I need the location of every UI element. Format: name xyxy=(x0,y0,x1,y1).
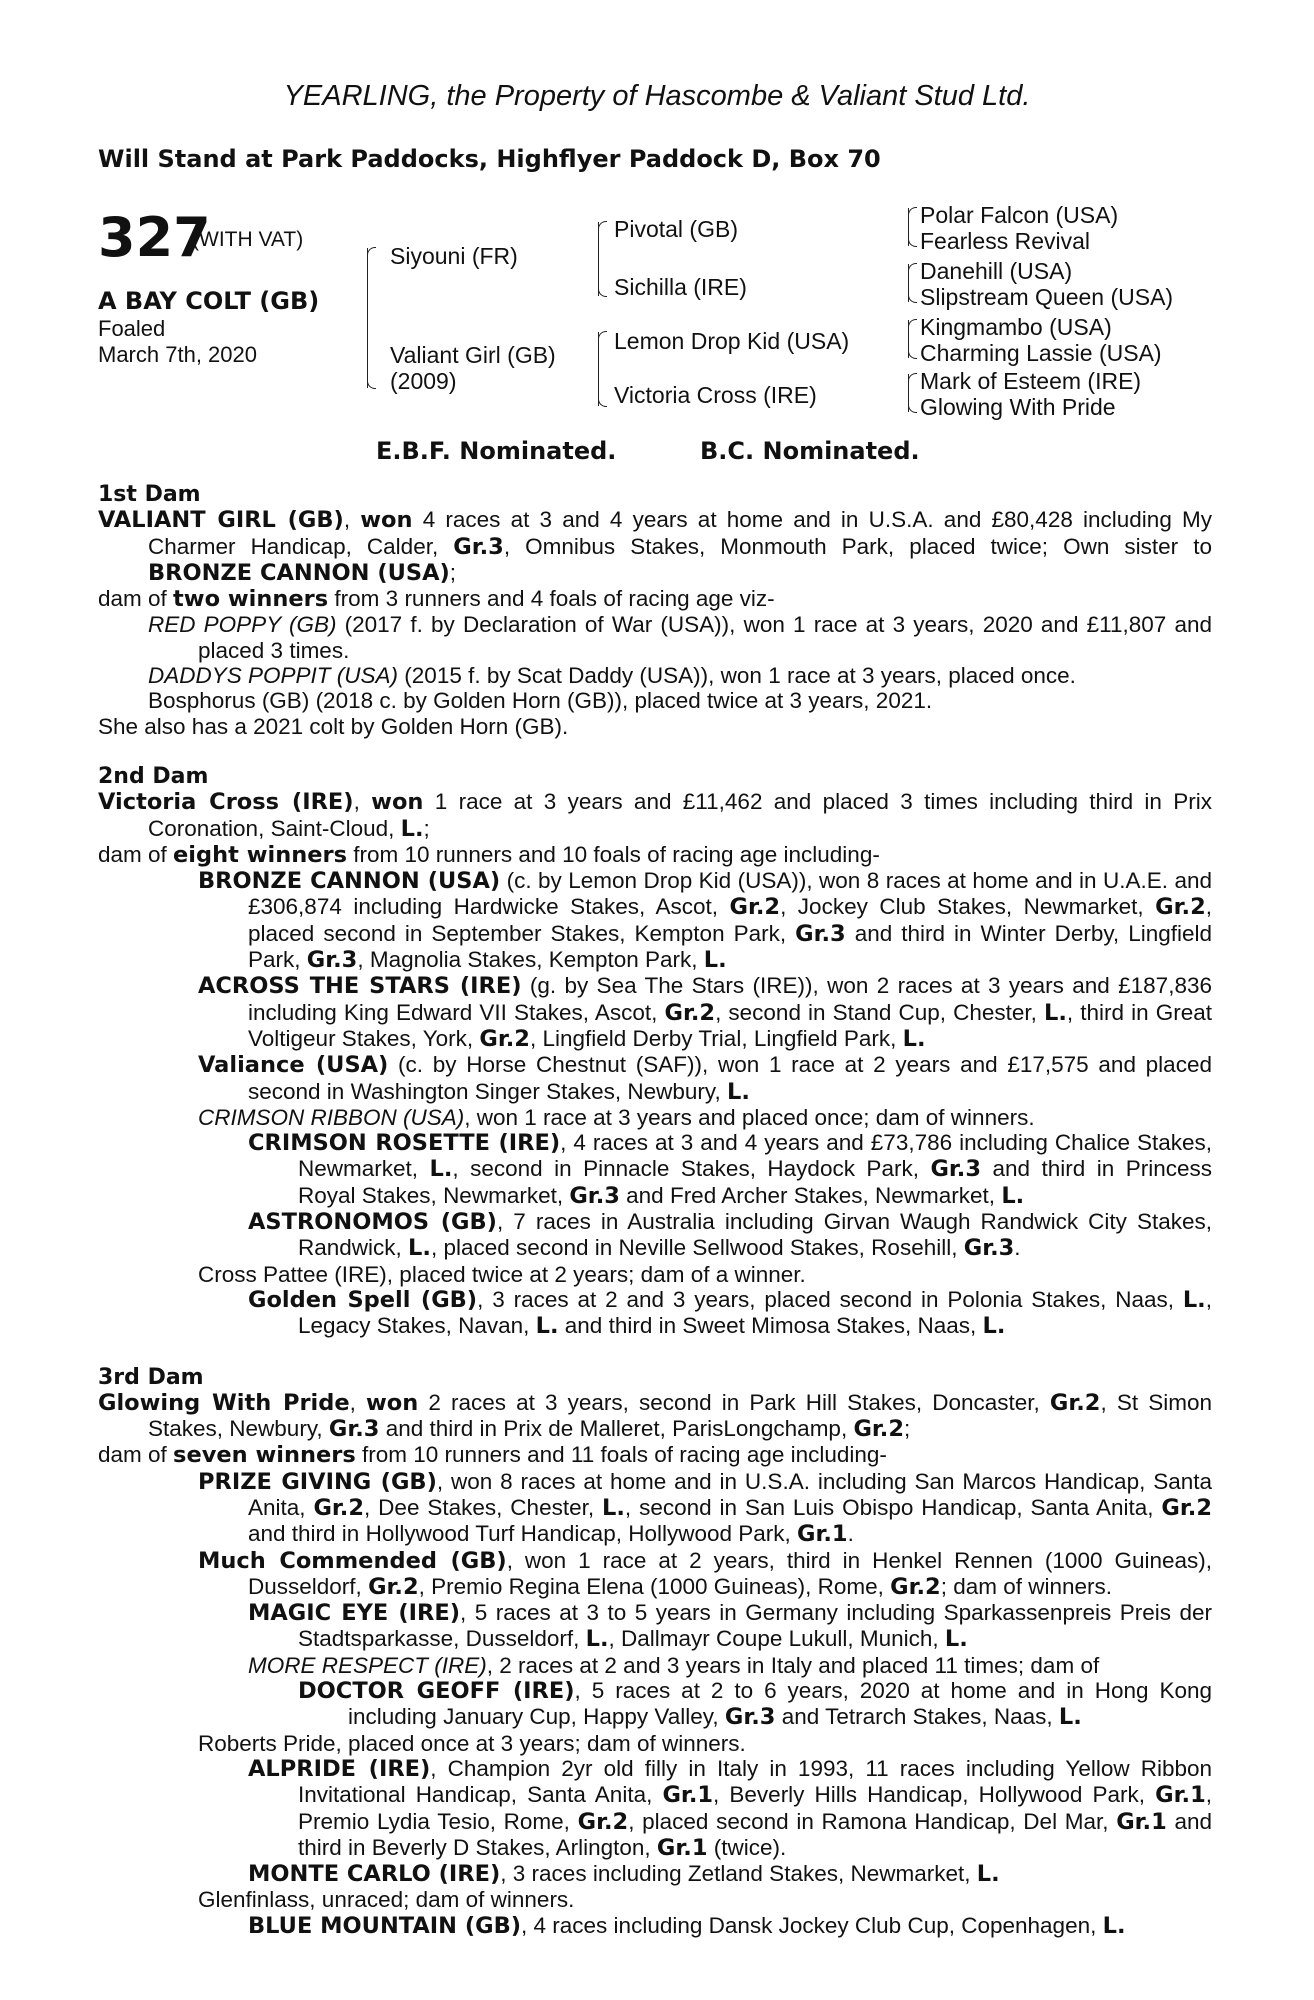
pedigree-g7: Mark of Esteem (IRE) xyxy=(920,368,1142,394)
pedigree-dam: Valiant Girl (GB) xyxy=(390,342,556,368)
brace-sire-dam xyxy=(367,248,368,388)
pedigree-g5: Kingmambo (USA) xyxy=(920,314,1112,340)
ebf-nomination: E.B.F. Nominated. xyxy=(376,437,617,465)
brace-dam-parents xyxy=(598,332,599,406)
pedigree-sire: Siyouni (FR) xyxy=(390,243,518,269)
location-line: Will Stand at Park Paddocks, Highflyer Paddock D, Box 70 xyxy=(98,145,881,173)
produce-entry: MONTE CARLO (IRE), 3 races including Zetland Stakes, Newmarket, L. xyxy=(248,1861,1000,1888)
produce-entry: Golden Spell (GB), 3 races at 2 and 3 years, placed second in Polonia Stakes, Naas, L., Legacy Stakes, Navan, L. and third in Sweet Mimosa Stakes, Naas, L. xyxy=(248,1286,1212,1340)
first-dam-produce-line: dam of two winners from 3 runners and 4 foals of racing age viz- xyxy=(98,586,775,613)
brace-g4 xyxy=(908,374,909,412)
brace-g1 xyxy=(908,208,909,246)
pedigree-sire-sire: Pivotal (GB) xyxy=(614,216,738,242)
pedigree-g8: Glowing With Pride xyxy=(920,394,1116,420)
produce-entry: Much Commended (GB), won 1 race at 2 years, third in Henkel Rennen (1000 Guineas), Dusseldorf, Gr.2, Premio Regina Elena (1000 Guineas), Rome, Gr.2; dam of winners. xyxy=(198,1547,1212,1600)
foaled-date: March 7th, 2020 xyxy=(98,342,257,367)
catalogue-body xyxy=(98,482,1212,1939)
also-line: She also has a 2021 colt by Golden Horn (GB). xyxy=(98,713,569,739)
lot-description: A BAY COLT (GB) xyxy=(98,287,320,315)
produce-entry: ACROSS THE STARS (IRE) (g. by Sea The Stars (IRE)), won 2 races at 3 years and £187,836 including King Edward VII Stakes, Ascot, Gr.2, second in Stand Cup, Chester, L., third in Great Voltigeur Stakes, York, Gr.2, Lingfield Derby Trial, Lingfield Park, L. xyxy=(198,973,1212,1052)
produce-entry: PRIZE GIVING (GB), won 8 races at home and in U.S.A. including San Marcos Handicap, Santa Anita, Gr.2, Dee Stakes, Chester, L., second in San Luis Obispo Handicap, Santa Anita, Gr.2 and third in Hollywood Turf Handicap, Hollywood Park, Gr.1. xyxy=(198,1468,1212,1548)
produce-entry: RED POPPY (GB) (2017 f. by Declaration of War (USA)), won 1 race at 3 years, 2020 and £11,807 and placed 3 times. xyxy=(148,612,1212,663)
brace-g2 xyxy=(908,264,909,302)
pedigree-g6: Charming Lassie (USA) xyxy=(920,340,1162,366)
produce-entry: DOCTOR GEOFF (IRE), 5 races at 2 to 6 years, 2020 at home and in Hong Kong including January Cup, Happy Valley, Gr.3 and Tetrarch Stakes, Naas, L. xyxy=(298,1678,1212,1731)
pedigree-sire-dam: Sichilla (IRE) xyxy=(614,274,747,300)
brace-g3 xyxy=(908,320,909,358)
produce-entry: MAGIC EYE (IRE), 5 races at 3 to 5 years in Germany including Sparkassenpreis Preis der Stadtsparkasse, Dusseldorf, L., Dallmayr Coupe Lukull, Munich, L. xyxy=(248,1600,1212,1653)
first-dam-entry: VALIANT GIRL (GB), won 4 races at 3 and 4 years at home and in U.S.A. and £80,428 including My Charmer Handicap, Calder, Gr.3, Omnibus Stakes, Monmouth Park, placed twice; Own sister to BRONZE CANNON (USA); xyxy=(98,507,1213,586)
produce-entry: ASTRONOMOS (GB), 7 races in Australia including Girvan Waugh Randwick City Stakes, Randwick, L., placed second in Neville Sellwood Stakes, Rosehill, Gr.3. xyxy=(248,1209,1213,1262)
third-dam-heading: 3rd Dam xyxy=(98,1364,204,1390)
pedigree-g3: Danehill (USA) xyxy=(920,258,1073,284)
pedigree-dam-year: (2009) xyxy=(390,368,457,394)
lot-number: 327 xyxy=(98,206,211,269)
first-dam-heading: 1st Dam xyxy=(98,482,201,507)
third-dam-produce-line: dam of seven winners from 10 runners and 11 foals of racing age including- xyxy=(98,1442,887,1469)
vat-note: (WITH VAT) xyxy=(192,228,304,251)
produce-entry: CRIMSON ROSETTE (IRE), 4 races at 3 and 4 years and £73,786 including Chalice Stakes, Newmarket, L., second in Pinnacle Stakes, Haydock Park, Gr.3 and third in Princess Royal Stakes, Newmarket, Gr.3 and Fred Archer Stakes, Newmarket, L. xyxy=(248,1130,1213,1209)
produce-entry: CRIMSON RIBBON (USA), won 1 race at 3 years and placed once; dam of winners. xyxy=(198,1104,1035,1130)
produce-entry: ALPRIDE (IRE), Champion 2yr old filly in Italy in 1993, 11 races including Yellow Ribbon Invitational Handicap, Santa Anita, Gr.1, Beverly Hills Handicap, Hollywood Park, Gr.1, Premio Lydia Tesio, Rome, Gr.2, placed second in Ramona Handicap, Del Mar, Gr.1 and third in Beverly D Stakes, Arlington, Gr.1 (twice). xyxy=(248,1755,1212,1861)
pedigree-g2: Fearless Revival xyxy=(920,228,1090,254)
bc-nomination: B.C. Nominated. xyxy=(700,437,920,465)
second-dam-heading: 2nd Dam xyxy=(98,763,209,789)
foaled-label: Foaled xyxy=(98,316,166,341)
produce-entry: BLUE MOUNTAIN (GB), 4 races including Dansk Jockey Club Cup, Copenhagen, L. xyxy=(248,1912,1126,1939)
page-title: YEARLING, the Property of Hascombe & Valiant Stud Ltd. xyxy=(283,80,1031,112)
second-dam-produce-line: dam of eight winners from 10 runners and 10 foals of racing age including- xyxy=(98,841,880,868)
pedigree-dam-dam: Victoria Cross (IRE) xyxy=(614,382,817,408)
produce-entry: BRONZE CANNON (USA) (c. by Lemon Drop Kid (USA)), won 8 races at home and in U.A.E. and £306,874 including Hardwicke Stakes, Ascot, Gr.2, Jockey Club Stakes, Newmarket, Gr.2, placed second in September Stakes, Kempton Park, Gr.3 and third in Winter Derby, Lingfield Park, Gr.3, Magnolia Stakes, Kempton Park, L. xyxy=(198,868,1213,974)
brace-sire-parents xyxy=(598,222,599,296)
produce-entry: Roberts Pride, placed once at 3 years; dam of winners. xyxy=(198,1730,746,1756)
pedigree-g4: Slipstream Queen (USA) xyxy=(920,284,1174,310)
pedigree-g1: Polar Falcon (USA) xyxy=(920,202,1119,228)
third-dam-entry: Glowing With Pride, won 2 races at 3 years, second in Park Hill Stakes, Doncaster, Gr.2, St Simon Stakes, Newbury, Gr.3 and third in Prix de Malleret, ParisLongchamp, Gr.2; xyxy=(98,1389,1212,1443)
produce-entry: Bosphorus (GB) (2018 c. by Golden Horn (GB)), placed twice at 3 years, 2021. xyxy=(148,688,933,714)
produce-entry: DADDYS POPPIT (USA) (2015 f. by Scat Daddy (USA)), won 1 race at 3 years, placed once. xyxy=(148,663,1076,689)
produce-entry: MORE RESPECT (IRE), 2 races at 2 and 3 years in Italy and placed 11 times; dam of xyxy=(248,1652,1100,1678)
second-dam-entry: Victoria Cross (IRE), won 1 race at 3 years and £11,462 and placed 3 times including third in Prix Coronation, Saint-Cloud, L.; xyxy=(98,789,1212,842)
produce-entry: Glenfinlass, unraced; dam of winners. xyxy=(198,1887,575,1913)
produce-entry: Cross Pattee (IRE), placed twice at 2 years; dam of a winner. xyxy=(198,1261,806,1287)
pedigree-dam-sire: Lemon Drop Kid (USA) xyxy=(614,328,850,354)
produce-entry: Valiance (USA) (c. by Horse Chestnut (SAF)), won 1 race at 2 years and £17,575 and placed second in Washington Singer Stakes, Newbury, L. xyxy=(198,1052,1212,1105)
